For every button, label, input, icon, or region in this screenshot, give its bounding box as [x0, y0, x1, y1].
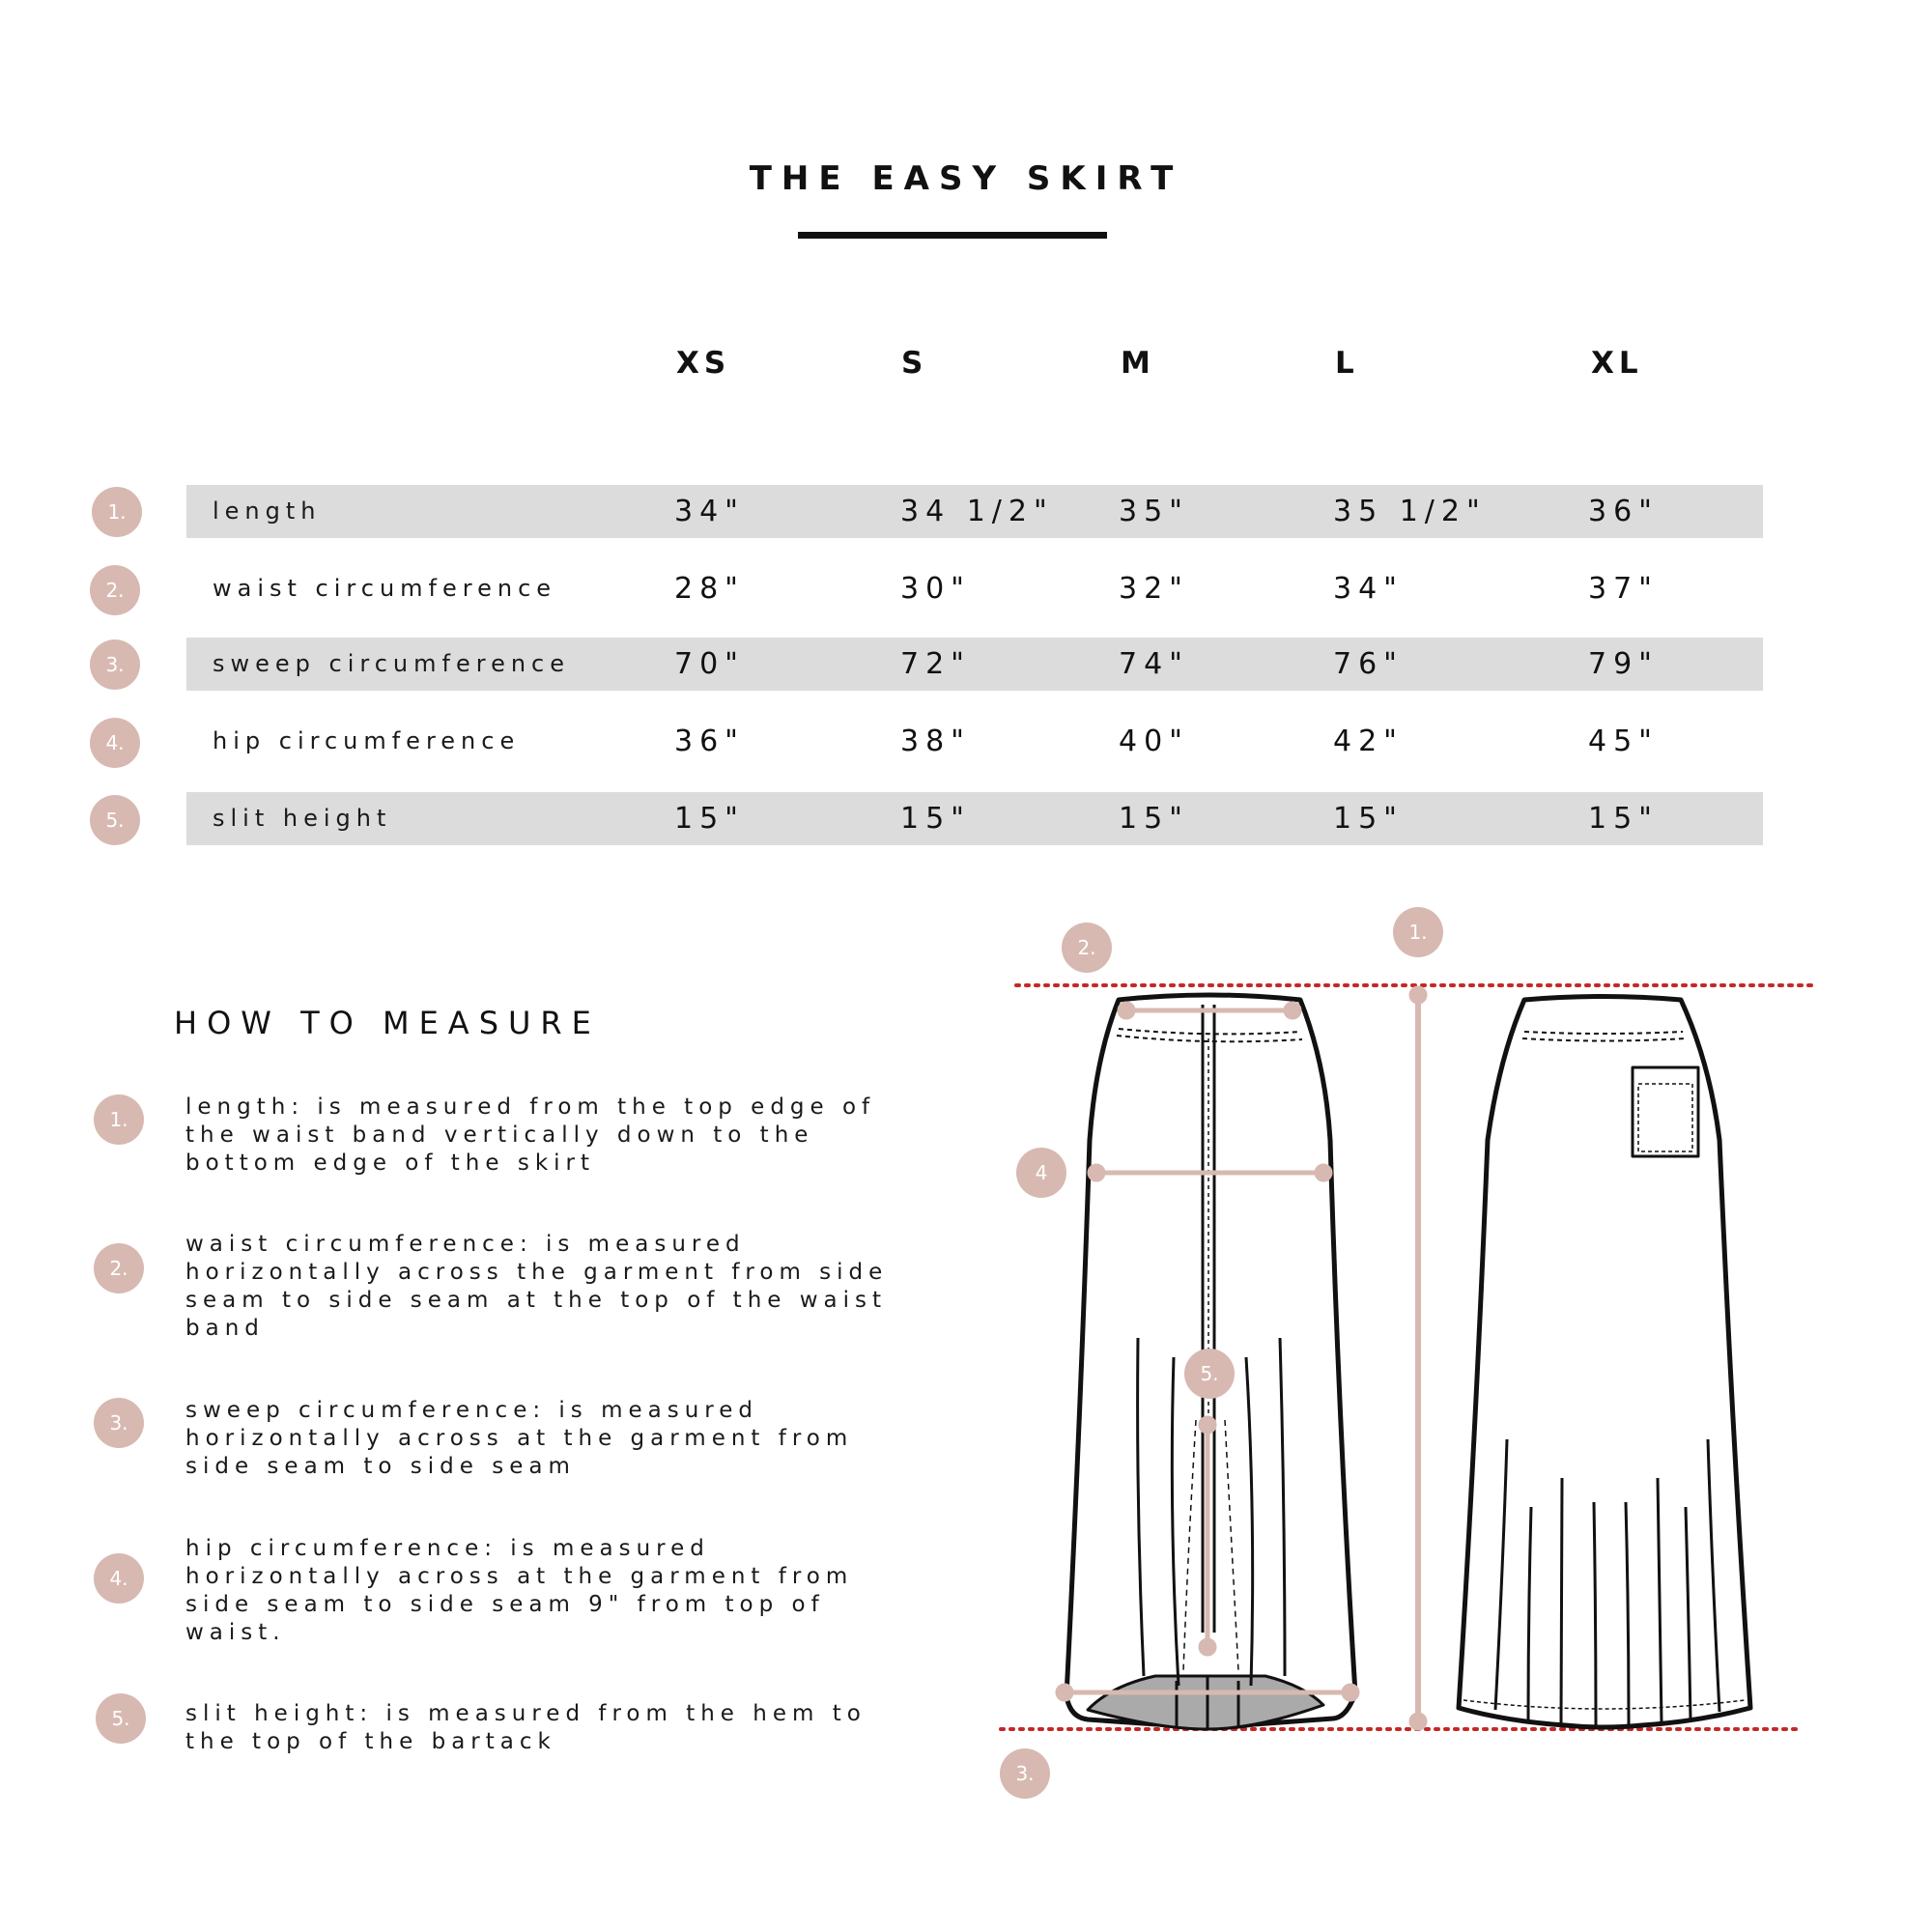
instruction-slit: slit height: is measured from the hem to the top of the bartack — [185, 1701, 867, 1754]
cell-hip-xl: 45" — [1588, 724, 1659, 758]
size-header-xl: XL — [1591, 346, 1643, 381]
cell-hip-xs: 36" — [674, 724, 745, 758]
row-number-badge: 5. — [90, 795, 140, 845]
instruction-sweep: sweep circumference: is measured horizontally across at the garment from side seam to side seam — [185, 1398, 854, 1479]
cell-slit-xl: 15" — [1588, 802, 1659, 836]
instruction-waist: waist circumference: is measured horizontally across the garment from side seam to side seam at the top of the waist band — [185, 1232, 889, 1341]
row-label-sweep: sweep circumference — [213, 650, 571, 677]
cell-slit-m: 15" — [1119, 802, 1189, 836]
cell-waist-l: 34" — [1333, 572, 1404, 606]
cell-length-m: 35" — [1119, 495, 1189, 528]
cell-length-xs: 34" — [674, 495, 745, 528]
instruction-badge: 2. — [94, 1243, 144, 1293]
cell-waist-xl: 37" — [1588, 572, 1659, 606]
size-header-s: S — [901, 346, 928, 381]
cell-sweep-xl: 79" — [1588, 647, 1659, 681]
cell-length-l: 35 1/2" — [1333, 495, 1487, 528]
size-header-l: L — [1335, 346, 1359, 381]
cell-length-s: 34 1/2" — [900, 495, 1054, 528]
cell-sweep-s: 72" — [900, 647, 971, 681]
size-header-xs: XS — [676, 346, 731, 381]
row-number-badge: 3. — [90, 639, 140, 690]
cell-slit-s: 15" — [900, 802, 971, 836]
diagram-marker-sweep: 3. — [1000, 1748, 1050, 1799]
row-label-length: length — [213, 497, 322, 525]
skirt-back-drawing — [1459, 997, 1750, 1728]
cell-slit-xs: 15" — [674, 802, 745, 836]
instruction-badge: 4. — [94, 1553, 144, 1604]
size-header-m: M — [1121, 346, 1155, 381]
diagram-marker-length: 1. — [1393, 907, 1443, 957]
row-label-hip: hip circumference — [213, 727, 521, 754]
cell-waist-xs: 28" — [674, 572, 745, 606]
how-to-measure-title: HOW TO MEASURE — [174, 1005, 601, 1041]
row-label-waist: waist circumference — [213, 575, 557, 602]
row-label-slit: slit height — [213, 805, 392, 832]
instruction-badge: 5. — [96, 1693, 146, 1744]
cell-waist-s: 30" — [900, 572, 971, 606]
diagram-marker-slit: 5. — [1184, 1349, 1235, 1399]
cell-length-xl: 36" — [1588, 495, 1659, 528]
row-number-badge: 2. — [90, 565, 140, 615]
cell-hip-s: 38" — [900, 724, 971, 758]
instruction-badge: 1. — [94, 1094, 144, 1145]
cell-hip-m: 40" — [1119, 724, 1189, 758]
cell-waist-m: 32" — [1119, 572, 1189, 606]
cell-slit-l: 15" — [1333, 802, 1404, 836]
instruction-hip: hip circumference: is measured horizontally across at the garment from side seam to side seam 9" from top of waist. — [185, 1536, 854, 1645]
instruction-length: length: is measured from the top edge of the waist band vertically down to the bottom edge of the skirt — [185, 1094, 876, 1176]
cell-sweep-xs: 70" — [674, 647, 745, 681]
row-number-badge: 4. — [90, 718, 140, 768]
cell-sweep-l: 76" — [1333, 647, 1404, 681]
page-title: THE EASY SKIRT — [749, 159, 1183, 198]
diagram-marker-hip: 4 — [1016, 1148, 1066, 1198]
cell-sweep-m: 74" — [1119, 647, 1189, 681]
instruction-badge: 3. — [94, 1398, 144, 1448]
cell-hip-l: 42" — [1333, 724, 1404, 758]
diagram-marker-waist: 2. — [1062, 923, 1112, 973]
row-number-badge: 1. — [92, 487, 142, 537]
